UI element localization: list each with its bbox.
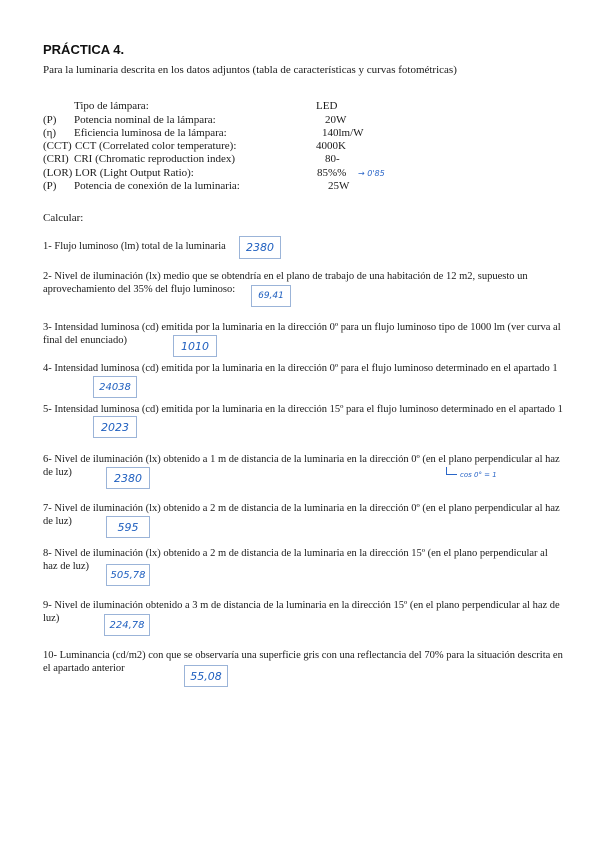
spec-label: Potencia nominal de la lámpara: (74, 114, 216, 126)
question-5: 5- Intensidad luminosa (cd) emitida por la luminaria en la dirección 15º para el flujo luminoso determinado en el apartado 1 (43, 404, 563, 415)
answer-box-5 (93, 416, 137, 438)
answer-1: 2380 (246, 241, 274, 254)
question-2: 2- Nivel de iluminación (lx) medio que se obtendría en el plano de trabajo de una habitación de 12 m2, supuesto un aprovechamiento del 35% del flujo luminoso: (43, 271, 528, 295)
spec-label: Potencia de conexión de la luminaria: (74, 180, 240, 192)
arrow-icon (446, 467, 457, 475)
spec-value: 80- (325, 153, 340, 165)
question-1: 1- Flujo luminoso (lm) total de la luminaria (43, 241, 226, 252)
answer-box-7 (106, 516, 150, 538)
answer-box-2 (251, 285, 291, 307)
intro-text: Para la luminaria descrita en los datos adjuntos (tabla de características y curvas fotométricas) (43, 64, 457, 76)
answer-9: 224,78 (109, 619, 145, 631)
answer-4: 24038 (99, 381, 131, 393)
spec-label: LOR (Light Output Ratio): (75, 167, 194, 179)
answer-5: 2023 (101, 420, 129, 434)
spec-symbol: (LOR) (43, 167, 73, 179)
spec-symbol: (P) (43, 180, 57, 192)
question-8: 8- Nivel de iluminación (lx) obtenido a 2 m de distancia de la luminaria en la dirección 15º (en el plano perpendicular al haz de luz) (43, 548, 548, 572)
answer-10: 55,08 (190, 669, 222, 683)
calcular-label: Calcular: (43, 212, 84, 224)
page-title: PRÁCTICA 4. (43, 42, 125, 57)
answer-box-4 (93, 376, 137, 398)
answer-box-8 (106, 564, 150, 586)
answer-3: 1010 (181, 339, 209, 353)
spec-value: 25W (328, 180, 350, 192)
question-9: 9- Nivel de iluminación obtenido a 3 m de distancia de la luminaria en la dirección 15º (en el plano perpendicular al haz de luz) (43, 600, 560, 624)
answer-6: 2380 (114, 471, 142, 485)
question-6: 6- Nivel de iluminación (lx) obtenido a 1 m de distancia de la luminaria en la dirección 0º (en el plano perpendicular al haz de luz) (43, 454, 560, 478)
question-7: 7- Nivel de iluminación (lx) obtenido a 2 m de distancia de la luminaria en la dirección 0º (en el plano perpendicular al haz de luz) (43, 503, 560, 527)
lor-handwritten-note: → 0'85 (358, 169, 385, 178)
spec-symbol: (CCT) (43, 140, 72, 152)
spec-label: Tipo de lámpara: (74, 100, 149, 112)
answer-box-10 (184, 665, 228, 687)
spec-label: Eficiencia luminosa de la lámpara: (74, 127, 227, 139)
answer-8: 505,78 (110, 569, 146, 581)
spec-symbol: (η) (43, 127, 57, 139)
spec-symbol: (CRI) (43, 153, 69, 165)
question-4: 4- Intensidad luminosa (cd) emitida por la luminaria en la dirección 0º para el flujo luminoso determinado en el apartado 1 (43, 363, 558, 374)
spec-label: CCT (Correlated color temperature): (75, 140, 237, 152)
question-3: 3- Intensidad luminosa (cd) emitida por la luminaria en la dirección 0º para un flujo luminoso tipo de 1000 lm (ver curva al final del enunciado) (43, 322, 561, 346)
answer-2: 69,41 (258, 291, 284, 301)
question-10: 10- Luminancia (cd/m2) con que se observaría una superficie gris con una reflectancia del 70% para la situación descrita en el apartado anterior (43, 650, 563, 674)
spec-label: CRI (Chromatic reproduction index) (74, 153, 235, 165)
spec-value: 140lm/W (322, 127, 364, 139)
spec-value: 4000K (316, 140, 346, 152)
spec-value: LED (316, 100, 338, 112)
spec-value: 85%% (317, 167, 347, 179)
answer-7: 595 (117, 520, 139, 534)
answer-box-6 (106, 467, 150, 489)
q6-handwritten-note: cos 0° = 1 (460, 471, 497, 479)
spec-symbol: (P) (43, 114, 57, 126)
spec-value: 20W (325, 114, 347, 126)
answer-box-1 (239, 236, 281, 259)
answer-box-3 (173, 335, 217, 357)
answer-box-9 (104, 614, 150, 636)
